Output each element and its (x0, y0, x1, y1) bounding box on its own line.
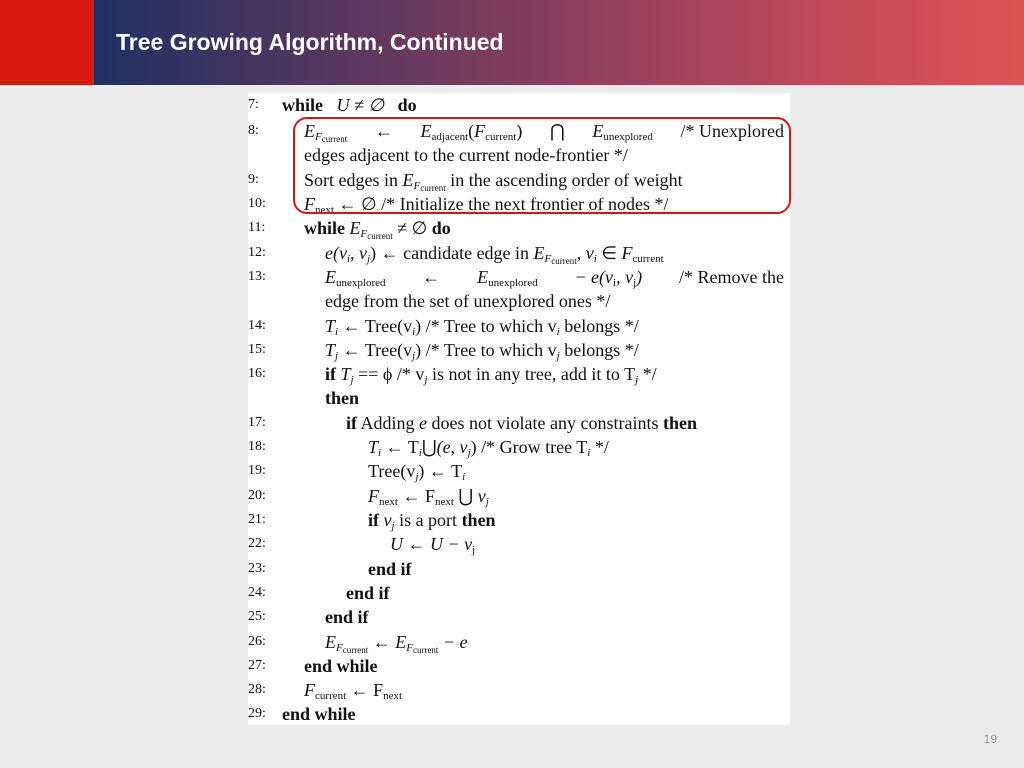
line-number: 7: (248, 97, 259, 112)
line-number: 27: (248, 658, 266, 673)
line-number: 25: (248, 609, 266, 624)
highlight-box (293, 117, 791, 214)
line-number: 15: (248, 342, 266, 357)
line-number: 24: (248, 585, 266, 600)
line-number: 11: (248, 220, 266, 235)
title-accent-block (0, 0, 94, 85)
line-number: 20: (248, 488, 266, 503)
line-number: 29: (248, 706, 266, 721)
algorithm-image: 7: while U ≠ ∅ do 8: $E_{F_{current}}$ ← $E_{adjacent}(F_{current})$ ⋂ $E_{unexplored}$ /* Unexplored edges adjacent to the current node-frontier */ 9: Sort edges in $E_{F_{current}}$ in the ascending order of weight 10: $F_{next}$ ← ∅ /* Initialize the next frontier of nodes */ 11: while $E_{F_{current}}$ ≠ ∅ do 12: $e(v_i$, $v_j$) ← candidate edge in $E_{F_{current}}$, $v_i$ ∈ $F_{current}$ 13: $E_{unexplored}$ ← $E_{unexplored}$ − $e(v_i$, $v_j$) /* Remove the edge from the set of unexplored ones */ 14: $T_i$ ← $Tree(v_i)$ /* Tree to which $v_i$ belongs */ 15: $T_j$ ← $Tree(v_j)$ /* Tree to which $v_j$ belongs */ 16: if $T_j == \phi /* v_j$ is not in any tree, add it to $T_j$ */ then 17: if Adding e does not violate any constraints then 18: $T_i$ ← $T_i⋃(e$, $v_j$) /* Grow tree $T_i$ */ 19: $Tree(v_j)$ ← $T_i$ 20: $F_{next}$ ← $F_{next}$ ⋃ $v_j$ 21: if $v_j$ is a port then 22: U ← $U - v_j$ 23: end if 24: end if 25: end if 26: $E_{F_{current}}$ ← $E_{F_{current}} - e$ 27: end while 28: $F_{current}$ ← $F_{next}$ 29: end while (248, 93, 790, 725)
line-number: 22: (248, 536, 266, 551)
line-number: 18: (248, 439, 266, 454)
line-number: 12: (248, 245, 266, 260)
line-number: 26: (248, 634, 266, 649)
slide-title: Tree Growing Algorithm, Continued (116, 29, 504, 55)
line-number: 19: (248, 463, 266, 478)
title-bar (94, 0, 1024, 85)
line-number: 9: (248, 172, 259, 187)
line-number: 17: (248, 415, 266, 430)
line-number: 16: (248, 366, 266, 381)
line-number: 23: (248, 561, 266, 576)
line-number: 8: (248, 123, 259, 138)
line-number: 14: (248, 318, 266, 333)
page-number: 19 (983, 732, 997, 746)
line-number: 21: (248, 512, 266, 527)
line-number: 13: (248, 269, 266, 284)
line-number: 10: (248, 196, 266, 211)
line-number: 28: (248, 682, 266, 697)
